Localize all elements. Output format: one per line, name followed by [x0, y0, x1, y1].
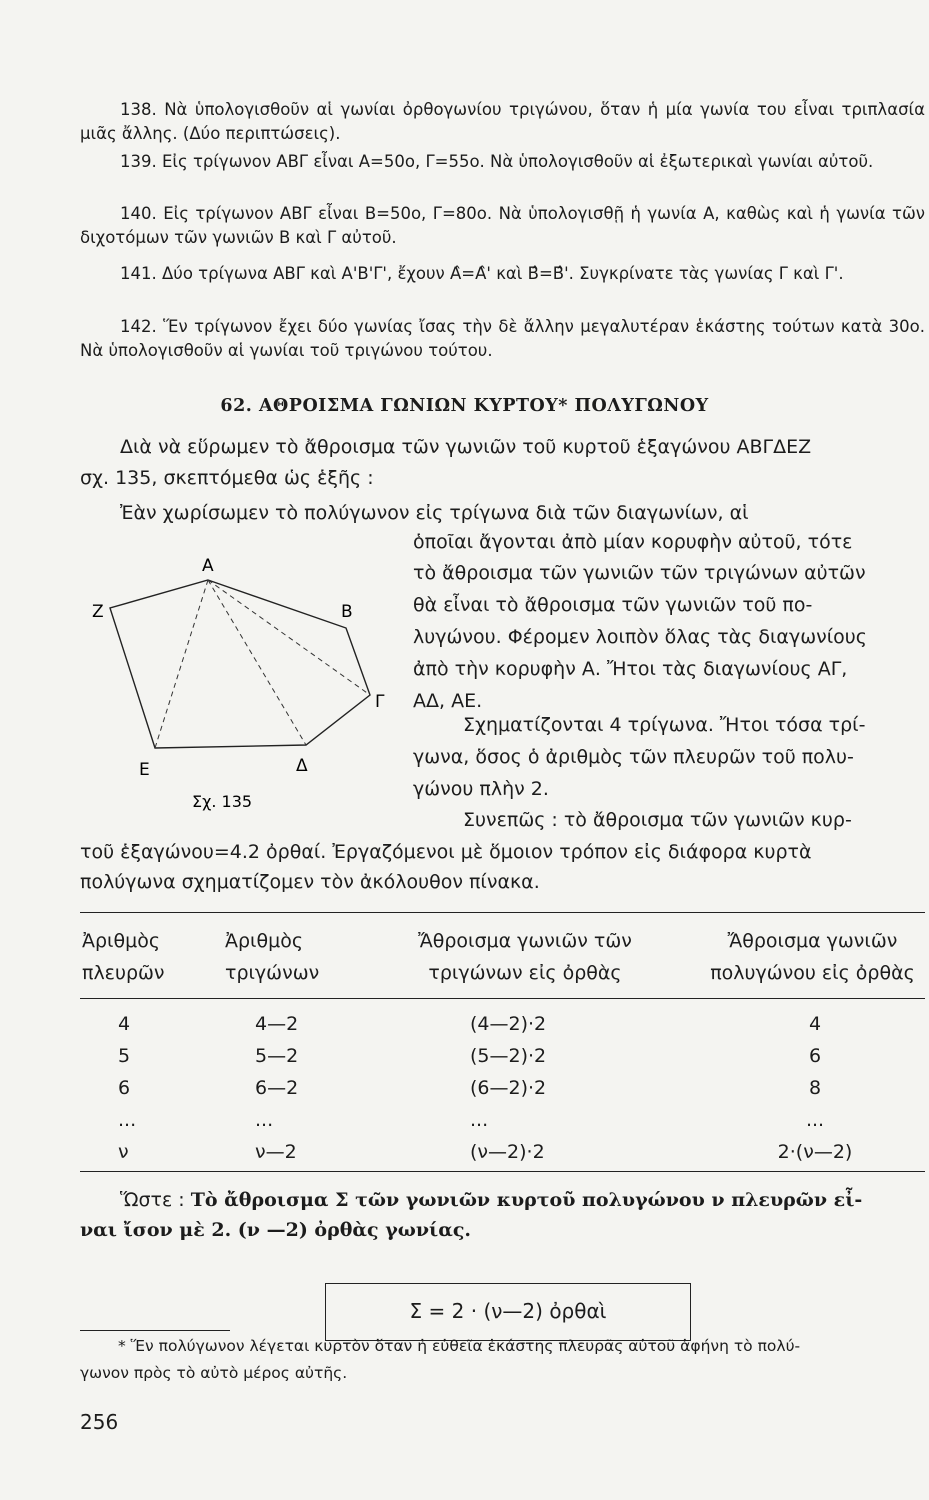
section-heading: 62. ΑΘΡΟΙΣΜΑ ΓΩΝΙΩΝ ΚΥΡΤΟΥ* ΠΟΛΥΓΩΝΟΥ [220, 396, 709, 416]
conclusion-statement-cont: ναι ἴσον μὲ 2. (ν —2) ὀρθὰς γωνίας. [80, 1219, 472, 1241]
diagonal-ag [208, 580, 370, 695]
intro-line-2: σχ. 135, σκεπτόμεθα ὡς ἑξῆς : [80, 467, 374, 489]
table-cell: (ν—2)·2 [470, 1141, 545, 1163]
side-line: ἀπὸ τὴν κορυφὴν Α. Ἤτοι τὰς διαγωνίους ΑΓ, [413, 658, 848, 680]
intro-line-3: Ἐὰν χωρίσωμεν τὸ πολύγωνον εἰς τρίγωνα διὰ τῶν διαγωνίων, αἱ [120, 502, 749, 524]
table-cell: 4 [808, 1013, 822, 1035]
table-col-sides [118, 1008, 136, 1168]
table-cell: 4—2 [255, 1013, 299, 1035]
table-cell: 4 [118, 1013, 131, 1035]
table-bottom-rule [80, 1171, 925, 1172]
table-cell: 6 [118, 1077, 131, 1099]
exercise-142 [80, 315, 925, 363]
table-header-triangles [225, 925, 319, 989]
table-header-sides [82, 925, 165, 989]
header-line: πολυγώνου εἰς ὀρθὰς [710, 962, 915, 984]
after-figure-line: πολύγωνα σχηματίζομεν τὸν ἀκόλουθον πίνακα. [80, 871, 540, 893]
side-line: Συνεπῶς : τὸ ἄθροισμα τῶν γωνιῶν κυρ- [463, 809, 852, 831]
table-header-rule [80, 998, 925, 999]
side-line: ΑΔ, ΑΕ. [413, 690, 483, 712]
exercise-141 [80, 262, 925, 286]
exercise-number: 141. [120, 264, 157, 283]
footnote-line: * Ἕν πολύγωνον λέγεται κυρτὸν ὅταν ἡ εὐθεῖα ἑκάστης πλευρᾶς αὐτοῦ ἀφήνη τὸ πολύ- [118, 1337, 801, 1355]
exercise-number: 140. [120, 204, 157, 223]
table-header-triangle-sum [395, 925, 655, 989]
figure-caption: Σχ. 135 [192, 792, 253, 811]
table-cell: ν—2 [255, 1141, 297, 1163]
table-cell: (5—2)·2 [470, 1045, 547, 1067]
side-line: γώνου πλὴν 2. [413, 778, 549, 800]
header-line: Ἀριθμὸς [225, 930, 303, 952]
header-line: τριγώνων εἰς ὀρθὰς [428, 962, 622, 984]
header-line: Ἀριθμὸς [82, 930, 160, 952]
header-line: Ἄθροισμα γωνιῶν τῶν [418, 930, 632, 952]
footnote [80, 1333, 925, 1387]
vertex-label-a: Α [202, 556, 214, 576]
table-cell: (4—2)·2 [470, 1013, 547, 1035]
table-top-rule [80, 912, 925, 913]
intro-line-1: Διὰ νὰ εὕρωμεν τὸ ἄθροισμα τῶν γωνιῶν τοῦ κυρτοῦ ἑξαγώνου ΑΒΓΔΕΖ [120, 436, 812, 458]
side-line: θὰ εἶναι τὸ ἄθροισμα τῶν γωνιῶν τοῦ πο- [413, 594, 813, 616]
exercise-138 [80, 98, 925, 146]
footnote-line: γωνον πρὸς τὸ αὐτὸ μέρος αὐτῆς. [80, 1364, 348, 1382]
vertex-label-g: Γ [375, 692, 385, 712]
exercise-139 [80, 150, 925, 174]
formula-box: Σ = 2 · (ν—2) ὀρθαὶ [325, 1283, 691, 1341]
vertex-label-b: Β [341, 602, 353, 622]
exercise-text: Νὰ ὑπολογισθοῦν αἱ γωνίαι ὀρθογωνίου τριγώνου, ὅταν ἡ μία γωνία του εἶναι τριπλασία μιᾶς ἄλλης. (Δύο περιπτώσεις). [80, 100, 925, 143]
table-cell: ... [470, 1109, 489, 1131]
conclusion-prefix: Ὥστε : [120, 1189, 185, 1211]
vertex-label-z: Ζ [92, 602, 104, 622]
diagonal-ad [208, 580, 306, 745]
table-cell: ... [118, 1109, 137, 1131]
exercise-140 [80, 202, 925, 250]
side-line: ὁποῖαι ἄγονται ἀπὸ μίαν κορυφὴν αὐτοῦ, τότε [413, 531, 853, 553]
header-line: πλευρῶν [82, 962, 165, 984]
table-cell: 6 [808, 1045, 822, 1067]
exercise-text: Εἰς τρίγωνον ΑΒΓ εἶναι Α=50ο, Γ=55ο. Νὰ ὑπολογισθοῦν αἱ ἐξωτερικαὶ γωνίαι αὐτοῦ. [162, 152, 874, 171]
vertex-label-e: Ε [139, 760, 150, 780]
exercise-number: 139. [120, 152, 157, 171]
exercise-number: 138. [120, 100, 157, 119]
side-line: τὸ ἄθροισμα τῶν γωνιῶν τῶν τριγώνων αὐτῶν [413, 562, 866, 584]
vertex-label-d: Δ [296, 756, 308, 776]
after-figure-line: τοῦ ἑξαγώνου=4.2 ὀρθαί. Ἐργαζόμενοι μὲ ὅμοιον τρόπον εἰς διάφορα κυρτὰ [80, 841, 812, 863]
table-cell: (6—2)·2 [470, 1077, 547, 1099]
table-header-polygon-sum [700, 925, 925, 989]
exercise-number: 142. [120, 317, 157, 336]
page-number: 256 [80, 1410, 119, 1434]
header-line: Ἄθροισμα γωνιῶν [727, 930, 898, 952]
conclusion [80, 1185, 925, 1245]
table-cell: 5—2 [255, 1045, 299, 1067]
table-cell: ν [118, 1141, 129, 1163]
table-cell: 2·(ν—2) [777, 1141, 853, 1163]
table-cell: ... [255, 1109, 274, 1131]
side-line: λυγώνου. Φέρομεν λοιπὸν ὅλας τὰς διαγωνίους [413, 626, 867, 648]
exercise-text: Δύο τρίγωνα ΑΒΓ καὶ Α'Β'Γ', ἔχουν Α̂=Α̂' καὶ Β̂=Β̂'. Συγκρίνατε τὰς γωνίας Γ καὶ Γ'. [162, 264, 844, 283]
table-cell: 8 [808, 1077, 822, 1099]
table-col-polygon-sum [760, 1008, 870, 1168]
table-cell: ... [805, 1109, 825, 1131]
side-line: γωνα, ὅσος ὁ ἀριθμὸς τῶν πλευρῶν τοῦ πολυ- [413, 746, 854, 768]
exercise-text: Ἕν τρίγωνον ἔχει δύο γωνίας ἴσας τὴν δὲ ἄλλην μεγαλυτέραν ἑκάστης τούτων κατὰ 30ο. Νὰ ὑπολογισθοῦν αἱ γωνίαι τοῦ τριγώνου τούτου. [80, 317, 926, 360]
diagonal-ae [155, 580, 208, 748]
header-line: τριγώνων [225, 962, 320, 984]
footnote-rule [80, 1330, 230, 1331]
hexagon-outline [110, 580, 370, 748]
table-cell: 5 [118, 1045, 131, 1067]
side-line: Σχηματίζονται 4 τρίγωνα. Ἤτοι τόσα τρί- [463, 714, 866, 736]
table-cell: 6—2 [255, 1077, 299, 1099]
hexagon-figure [84, 555, 404, 825]
table-col-triangles [255, 1008, 298, 1168]
exercise-text: Εἰς τρίγωνον ΑΒΓ εἶναι Β=50ο, Γ=80ο. Νὰ ὑπολογισθῇ ἡ γωνία Α, καθὼς καὶ ἡ γωνία τῶν διχοτόμων τῶν γωνιῶν Β καὶ Γ αὐτοῦ. [80, 204, 926, 247]
table-col-triangle-sum [470, 1008, 546, 1168]
conclusion-statement: Τὸ ἄθροισμα Σ τῶν γωνιῶν κυρτοῦ πολυγώνου ν πλευρῶν εἶ- [190, 1189, 863, 1211]
